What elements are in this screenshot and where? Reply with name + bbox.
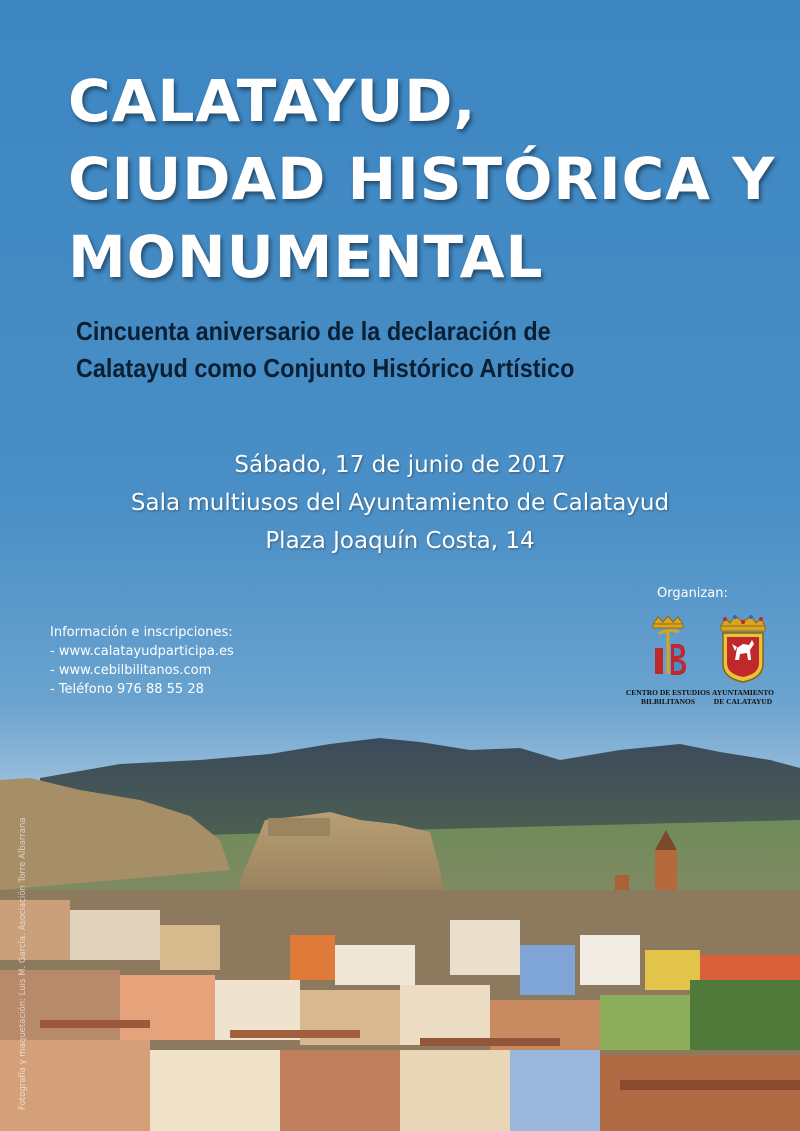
poster-subtitle <box>76 313 574 387</box>
cesb-caption-line-1: CENTRO DE ESTUDIOS <box>625 688 711 697</box>
info-phone: - Teléfono 976 88 55 28 <box>50 682 204 697</box>
ayto-caption-line-1: AYUNTAMIENTO <box>712 688 774 697</box>
title-line-2: CIUDAD HISTÓRICA Y <box>68 145 776 213</box>
title-line-3: MONUMENTAL <box>68 223 544 291</box>
info-heading: Información e inscripciones: <box>50 625 233 640</box>
event-venue: Sala multiusos del Ayuntamiento de Calatayud <box>130 490 670 516</box>
ayto-caption-line-2: DE CALATAYUD <box>713 697 773 706</box>
event-date: Sábado, 17 de junio de 2017 <box>234 452 566 478</box>
subtitle-line-2: Calatayud como Conjunto Histórico Artístico <box>76 353 575 383</box>
castle-wall <box>268 818 330 836</box>
calatayud-coat-of-arms-icon <box>715 614 771 684</box>
organizers-label: Organizan: <box>657 586 728 601</box>
poster-title <box>68 62 775 296</box>
calatayud-landscape-photo <box>0 720 800 1131</box>
event-address: Plaza Joaquín Costa, 14 <box>265 528 535 554</box>
info-block <box>50 623 234 699</box>
cesb-caption-line-2: BILBILITANOS <box>640 697 696 706</box>
subtitle-line-1: Cincuenta aniversario de la declaración de <box>76 316 551 346</box>
cesb-crest-icon <box>641 614 695 684</box>
title-line-1: CALATAYUD, <box>68 67 477 135</box>
info-website-2: - www.cebilbilitanos.com <box>50 663 212 678</box>
cesb-logo <box>618 614 718 706</box>
ayuntamiento-logo <box>708 614 778 706</box>
photo-credit: Fotografía y maquetación: Luis M. García. Asociación Torre Albarrana <box>18 817 28 1110</box>
event-details <box>0 446 800 560</box>
info-website-1: - www.calatayudparticipa.es <box>50 644 234 659</box>
